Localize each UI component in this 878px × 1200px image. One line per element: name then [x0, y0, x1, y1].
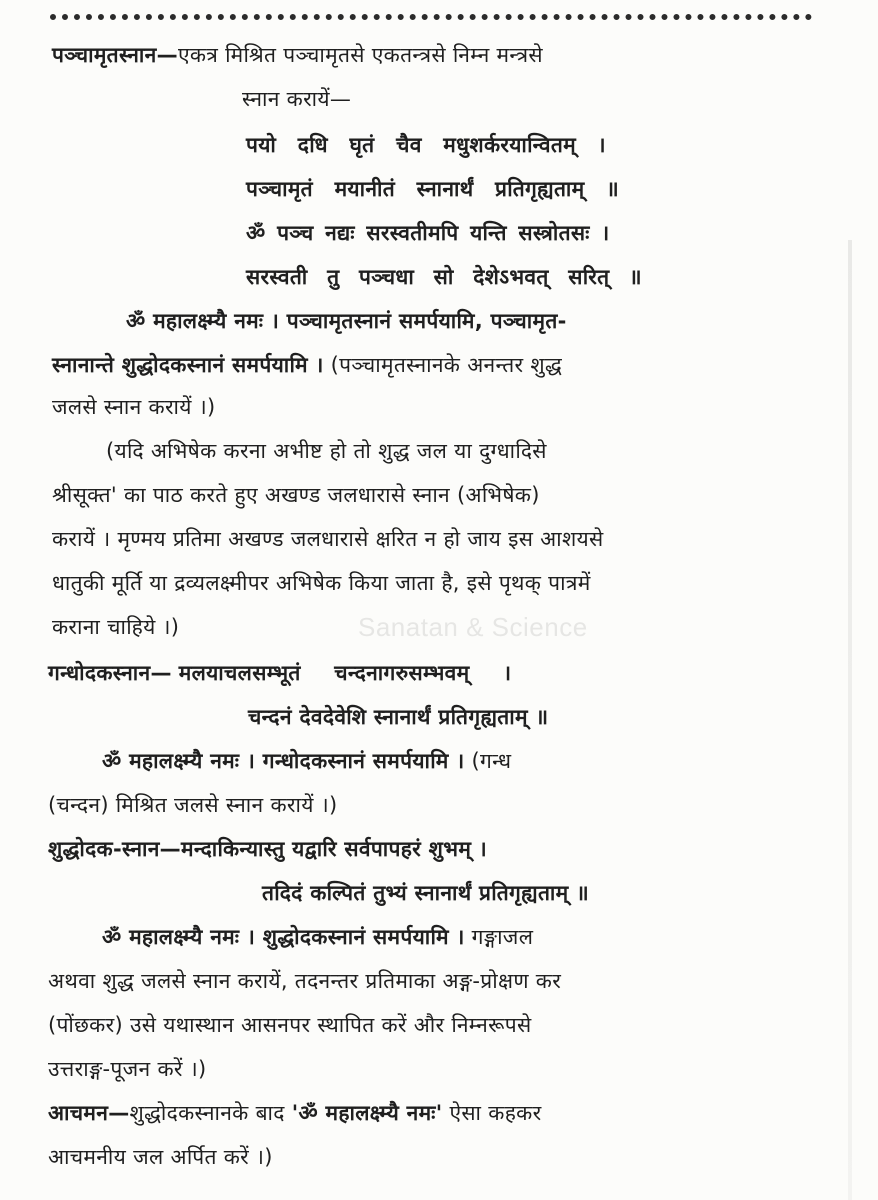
gandhodaka-verse-1: मलयाचलसम्भूतं चन्दनागरुसम्भवम् । — [178, 661, 512, 685]
panchamrita-instruction: एकत्र मिश्रित पञ्चामृतसे एकतन्त्रसे निम्न मन्त्रसे — [177, 43, 543, 67]
panchamrita-verse-4: सरस्वती तु पञ्चधा सो देशेऽभवत् सरित् ॥ — [246, 265, 642, 289]
gandhodaka-offering-2: (चन्दन) मिश्रित जलसे स्नान करायें ।) — [48, 793, 338, 817]
panchamrita-verse-2: पञ्चामृतं मयानीतं स्नानार्थं प्रतिगृह्यताम् ॥ — [246, 177, 620, 201]
shuddhodaka-line-1 — [48, 834, 487, 864]
achamana-text-2: ऐसा कहकर — [449, 1101, 542, 1125]
abhisheka-line-4: धातुकी मूर्ति या द्रव्यलक्ष्मीपर अभिषेक किया जाता है, इसे पृथक् पात्रमें — [52, 571, 591, 595]
watermark: Sanatan & Science — [358, 612, 588, 642]
achamana-text-1: शुद्धोदकस्नानके बाद — [129, 1101, 285, 1125]
page-edge-shadow — [848, 240, 852, 1200]
abhisheka-line-1: (यदि अभिषेक करना अभीष्ट हो तो शुद्ध जल या दुग्धादिसे — [106, 439, 547, 463]
shuddhodaka-verse-1: मन्दाकिन्यास्तु यद्वारि सर्वपापहरं शुभम् । — [180, 837, 488, 861]
shuddhodaka-offering-note: गङ्गाजल — [471, 925, 534, 949]
achamana-line-2: आचमनीय जल अर्पित करें ।) — [48, 1145, 273, 1169]
panchamrita-verse-3: ॐ पञ्च नद्यः सरस्वतीमपि यन्ति सस्त्रोतसः । — [246, 221, 610, 245]
shuddhodaka-offering-mantra: ॐ महालक्ष्म्यै नमः । शुद्धोदकस्नानं समर्पयामि । — [102, 925, 465, 949]
panchamrita-offering-2 — [52, 350, 562, 380]
shuddhodaka-offering-3: (पोंछकर) उसे यथास्थान आसनपर स्थापित करें और निम्नरूपसे — [48, 1013, 532, 1037]
panchamrita-offering-3: जलसे स्नान करायें ।) — [52, 395, 216, 419]
panchamrita-instruction-2: स्नान करायें— — [242, 87, 352, 111]
gandhodaka-offering-1 — [102, 746, 511, 776]
gandhodaka-verse-2: चन्दनं देवदेवेशि स्नानार्थं प्रतिगृह्यताम् ॥ — [248, 705, 549, 729]
shuddhodaka-verse-2: तदिदं कल्पितं तुभ्यं स्नानार्थं प्रतिगृह्यताम् ॥ — [262, 881, 590, 905]
panchamrita-verse-1: पयो दधि घृतं चैव मधुशर्करयान्वितम् । — [246, 133, 606, 157]
abhisheka-line-3: करायें । मृण्मय प्रतिमा अखण्ड जलधारासे क्षरित न हो जाय इस आशयसे — [52, 527, 604, 551]
achamana-line-1 — [48, 1098, 541, 1128]
panchamrita-offering-1: ॐ महालक्ष्म्यै नमः । पञ्चामृतस्नानं समर्पयामि, पञ्चामृत- — [126, 309, 567, 333]
gandhodaka-offering-note: (गन्ध — [471, 749, 512, 773]
gandhodaka-offering-mantra: ॐ महालक्ष्म्यै नमः । गन्धोदकस्नानं समर्पयामि । — [102, 749, 465, 773]
gandhodaka-line-1 — [48, 658, 511, 688]
panchamrita-heading: पञ्चामृतस्नान— — [52, 43, 178, 67]
shuddhodaka-offering-1 — [102, 922, 533, 952]
gandhodaka-heading: गन्धोदकस्नान— — [48, 661, 172, 685]
shuddhodaka-heading: शुद्धोदक-स्नान— — [48, 837, 181, 861]
shuddhodaka-offering-2: अथवा शुद्ध जलसे स्नान करायें, तदनन्तर प्रतिमाका अङ्ग-प्रोक्षण कर — [48, 969, 562, 993]
panchamrita-line-1 — [52, 40, 543, 70]
abhisheka-line-5: कराना चाहिये ।) — [52, 615, 180, 639]
dotted-header-rule — [50, 14, 812, 20]
panchamrita-offering-note: (पञ्चामृतस्नानके अनन्तर शुद्ध — [330, 353, 563, 377]
abhisheka-line-2: श्रीसूक्त' का पाठ करते हुए अखण्ड जलधारासे स्नान (अभिषेक) — [52, 483, 540, 507]
achamana-mantra: 'ॐ महालक्ष्म्यै नमः' — [291, 1101, 443, 1125]
shuddhodaka-offering-4: उत्तराङ्ग-पूजन करें ।) — [48, 1057, 207, 1081]
panchamrita-offering-mantra: स्नानान्ते शुद्धोदकस्नानं समर्पयामि । — [52, 353, 324, 377]
achamana-heading: आचमन— — [48, 1101, 130, 1125]
